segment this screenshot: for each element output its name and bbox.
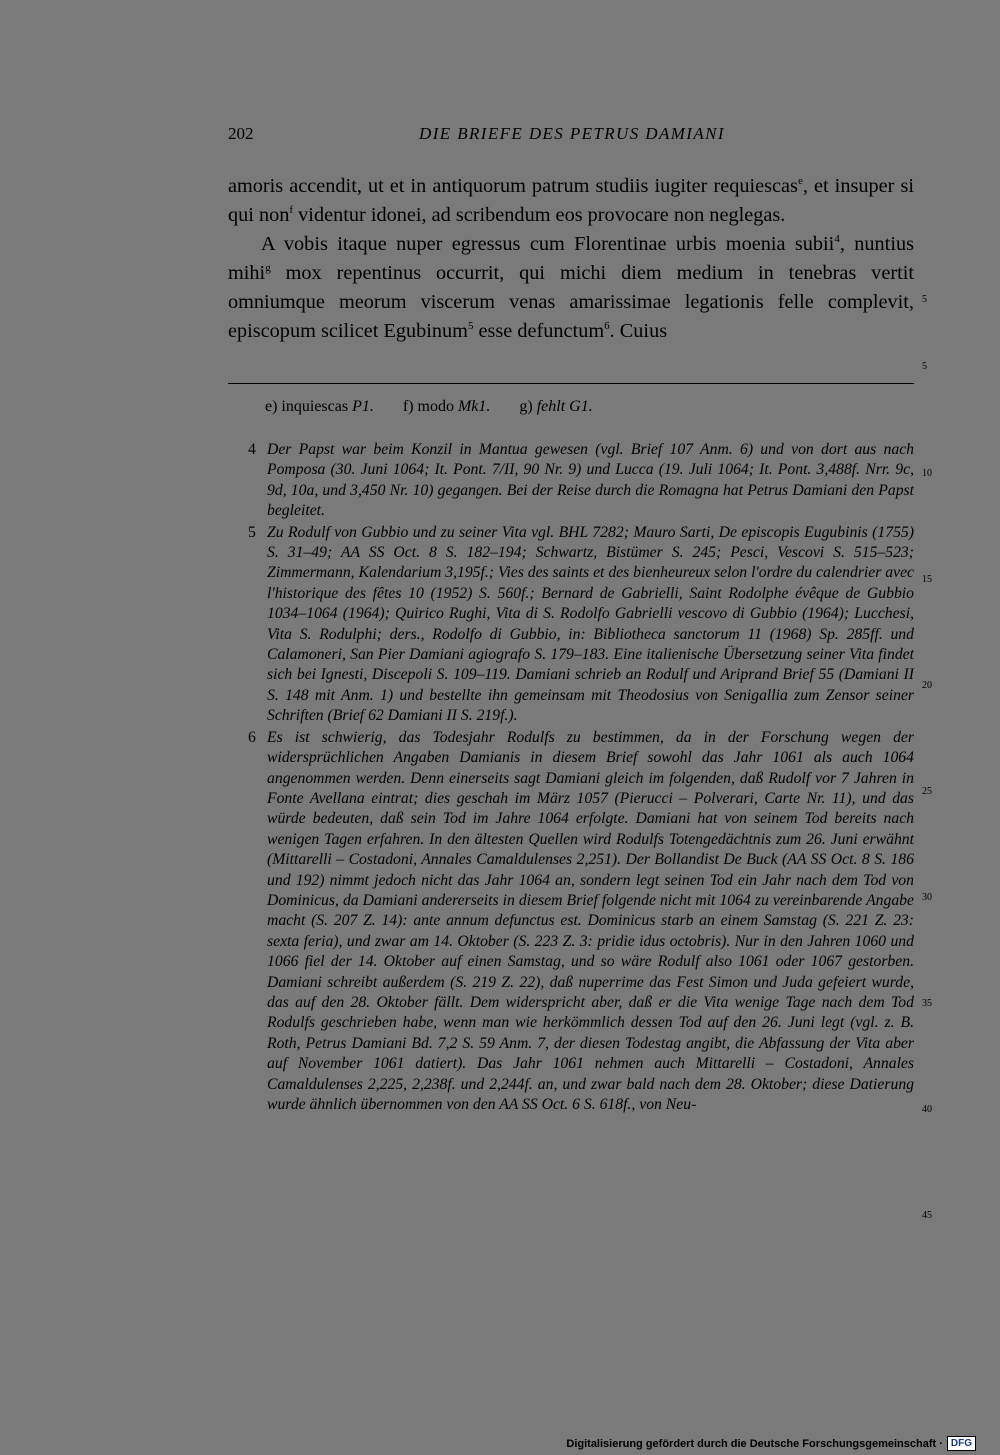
funding-credit: [566, 1436, 976, 1451]
apparatus-entry-f: f) modo Mk1.: [402, 398, 491, 415]
apparatus-entry-g: g) fehlt G1.: [519, 398, 593, 415]
footnote-4: [228, 440, 914, 522]
footnote-number: 6: [248, 728, 256, 746]
footnote-marker-6: 6: [604, 320, 610, 332]
page-header: [228, 124, 916, 150]
funding-credit-text: Digitalisierung gefördert durch die Deutsche Forschungsgemeinschaft ·: [566, 1437, 943, 1450]
footnote-number: 5: [248, 523, 256, 541]
line-number: 40: [922, 1104, 932, 1115]
main-paragraph-1: amoris accendit, ut et in antiquorum patrum studiis iugiter requiescas$^e$, et insuper si qui non$^f$ videntur idonei, ad scribendum eos provocare non neglegas.: [228, 175, 914, 226]
line-number: 35: [922, 998, 932, 1009]
apparatus-marker-g: g: [265, 262, 271, 274]
footnote-6: [228, 728, 914, 1116]
apparatus-marker-f: f: [289, 204, 294, 216]
line-number: 5: [922, 361, 927, 372]
margin-line-numbers: [922, 0, 952, 1455]
page-number: 202: [228, 124, 254, 143]
footnote-text: Der Papst war beim Konzil in Mantua gewesen (vgl. Brief 107 Anm. 6) und von dort aus nach Pomposa (30. Juni 1064; It. Pont. 7/II, 90 Nr. 9) und Lucca (19. Juli 1064; It. Pont. 3,488f. Nrr. 9c, 9d, 10a, und 3,450 Nr. 10) gegangen. Bei der Reise durch die Romagna hat Petrus Damiani den Papst begleitet.: [267, 441, 914, 520]
line-number: 20: [922, 680, 932, 691]
line-number: 10: [922, 468, 932, 479]
footnote-marker-5: 5: [467, 320, 474, 332]
footnote-text: Zu Rodulf von Gubbio und zu seiner Vita vgl. BHL 7282; Mauro Sarti, De episcopis Eugubinis (1755) S. 31–49; AA SS Oct. 8 S. 182–194; Schwartz, Bistümer S. 245; Pesci, Vescovi S. 515–523; Zimmermann, Kalendarium 3,195f.; Vies des saints et des bienheureux selon l'ordre du calendrier avec l'historique des fêtes 10 (1952) S. 560f.; Bernard de Gabrielli, Saint Rodolphe évêque de Gubbio 1034–1064 (1964); Quirico Rughi, Vita di S. Rodolfo Gabrielli vescovo di Gubbio (1964); Lucchesi, Vita S. Rodulphi; ders., Rodolfo di Gubbio, in: Bibliotheca sanctorum 11 (1968) Sp. 285ff. und Calamoneri, San Pier Damiani agiografo S. 179–183. Eine italienische Übersetzung seiner Vita findet sich bei Ignesti, Discepoli S. 109–119. Damiani schrieb an Rodulf und Ariprand Brief 55 (Damiani II S. 148 mit Anm. 1) und bestellte ihn gemeinsam mit Theodosius von Senigallia zum Zensor seiner Schriften (Brief 62 Damiani II S. 219f.).: [267, 523, 915, 725]
line-number: 45: [922, 1210, 932, 1221]
main-text: [228, 172, 914, 346]
footnote-number: 4: [248, 441, 256, 458]
footnotes: [228, 440, 914, 1116]
dfg-logo: DFG: [947, 1436, 976, 1451]
line-number: 5: [922, 294, 927, 305]
line-number: 30: [922, 892, 932, 903]
footnote-marker-4: 4: [834, 233, 840, 245]
footnote-divider: [228, 383, 914, 384]
footnote-text: Es ist schwierig, das Todesjahr Rodulfs zu bestimmen, da in der Forschung wegen der widersprüchlichen Angaben Damianis in diesem Brief sowohl das Jahr 1061 als auch 1064 angenommen werden. Denn einerseits sagt Damiani gleich im folgenden, daß Rudolf vor 7 Jahren in Fonte Avellana eintrat; dies geschah im März 1057 (Pierucci – Polverari, Carte Nr. 11), und das würde bedeuten, daß sein Tod im Jahre 1064 erfolgte. Damiani hat von seinem Tod bereits nach wenigen Tagen erfahren. In den ältesten Quellen wird Rodulfs Totengedächtnis zum 26. Juni erwähnt (Mittarelli – Costadoni, Annales Camaldulenses 2,251). Der Bollandist De Buck (AA SS Oct. 8 S. 186 und 192) nimmt jedoch nicht das Jahr 1064 an, sondern legt seinen Tod ein Jahr nach dem Tod von Dominicus, da Damiani andererseits in diesem Brief folgende nicht mit 1064 zu vereinbarende Angabe macht (S. 207 Z. 14): ante annum defunctus est. Dominicus starb an einem Samstag (S. 221 Z. 23: sexta feria), und zwar am 14. Oktober (S. 223 Z. 3: pridie idus octobris). Nur in den Jahren 1060 und 1066 fiel der 14. Oktober auf einen Samstag, und so wäre Rodulf also 1061 oder 1067 gestorben. Damiani schreibt außerdem (S. 219 Z. 22), daß nuperrime das Fest Simon und Juda gefeiert wurde, das auf den 28. Oktober fällt. Dem widerspricht aber, daß er die Vita wenige Tage nach dem Tod Rodulfs geschrieben habe, wenn man wie herkömmlich dessen Tod auf den 26. Juni legt (vgl. z. B. Roth, Petrus Damiani Bd. 7,2 S. 59 Anm. 7, der diesen Todestag angibt, die Abfassung der Vita aber auf November 1061 datiert). Das Jahr 1061 nehmen auch Mittarelli – Costadoni, Annales Camaldulenses 2,225, 2,238f. und 2,244f. an, und zwar bald nach dem 28. Oktober; diese Datierung wurde ähnlich übernommen von den AA SS Oct. 6 S. 618f., von Neu-: [267, 728, 914, 1113]
line-number: 25: [922, 786, 932, 797]
line-number: 15: [922, 574, 932, 585]
apparatus-marker-e: e: [797, 175, 803, 187]
apparatus-entry-e: e) inquiescas P1.: [265, 398, 374, 415]
critical-apparatus: [265, 398, 618, 416]
running-title: DIE BRIEFE DES PETRUS DAMIANI: [419, 124, 725, 143]
main-paragraph-2: A vobis itaque nuper egressus cum Florentinae urbis moenia subii$^4$, nuntius mihi$^g$ mox repentinus occurrit, qui michi diem medium in tenebras vertit omniumque meorum viscerum venas amarissimae legationis felle complevit, episcopum scilicet Egubinum$^5$ esse defunctum$^6$. Cuius: [228, 233, 914, 342]
footnote-5: [228, 523, 914, 727]
